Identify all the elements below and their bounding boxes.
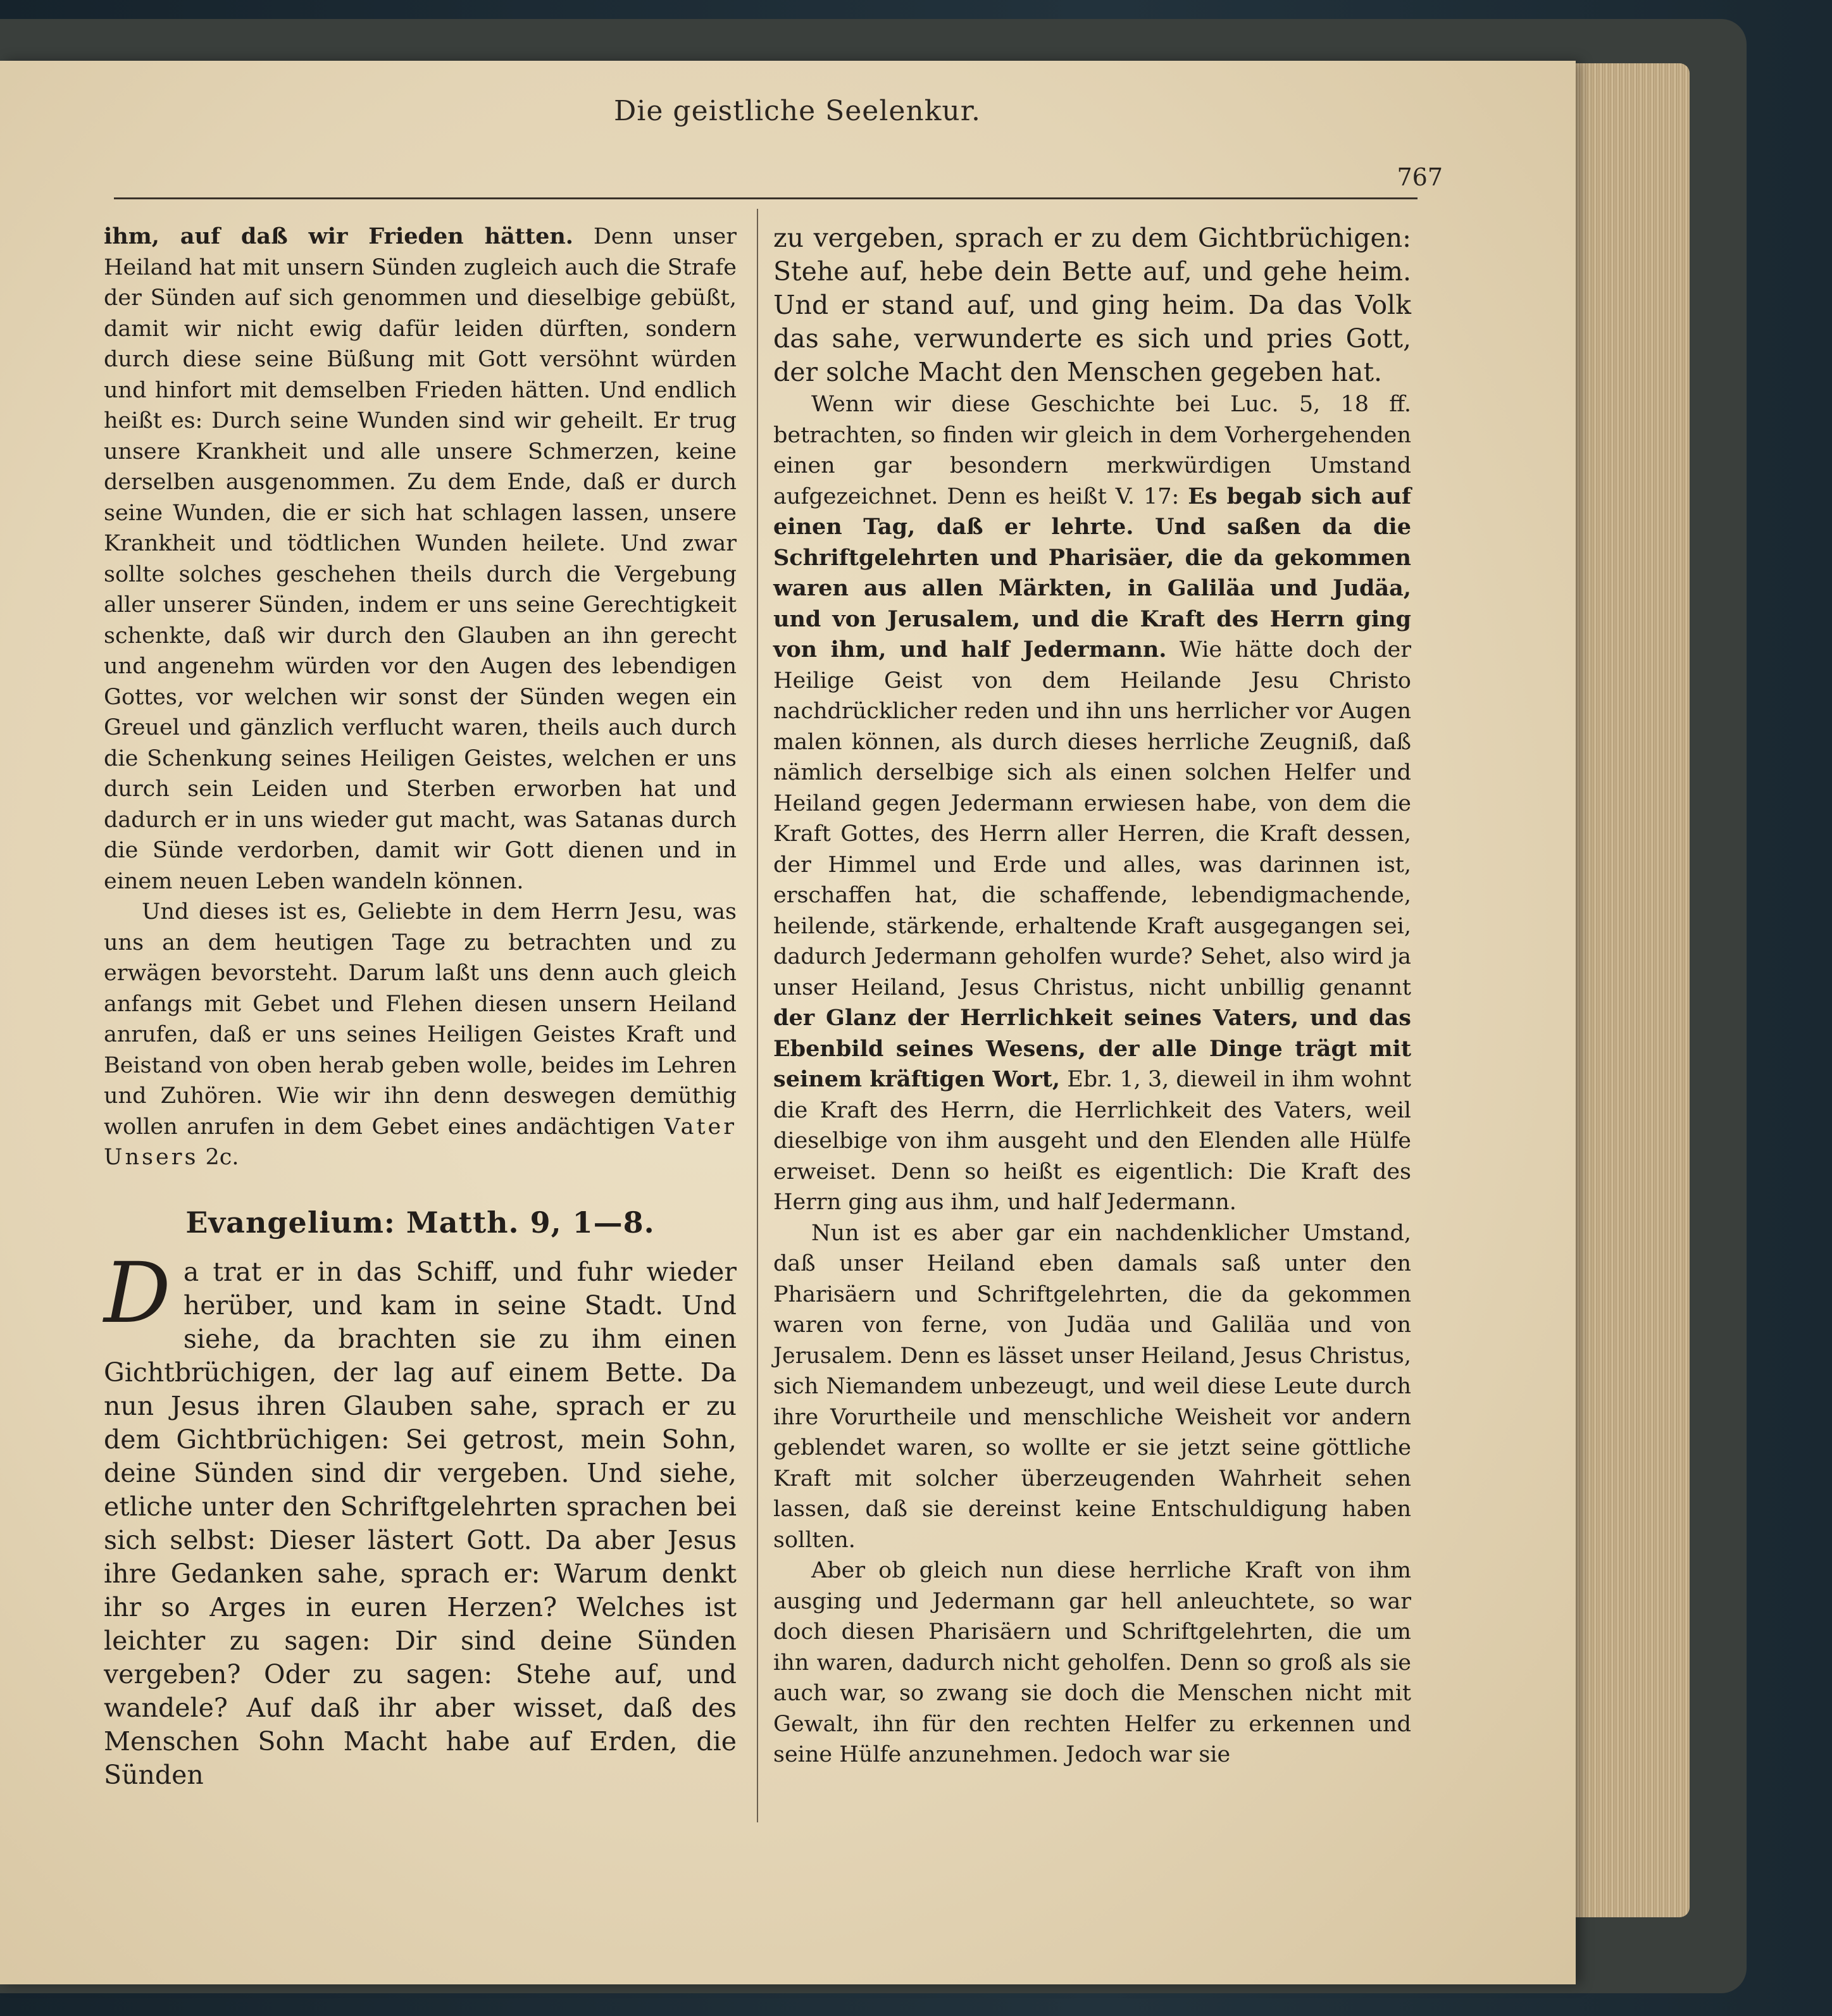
right-paragraph-1 [773,389,1411,1218]
right-paragraph-2: Nun ist es aber gar ein nachdenklicher Umstand, daß unser Heiland eben damals saß unter den Pharisäern und Schriftgelehrten, die da gekommen waren von ferne, von Judäa und Galiläa und von Jerusalem. Denn es lässet unser Heiland, Jesus Christus, sich Niemandem unbezeugt, und weil diese Leute durch ihre Vorurtheile und menschliche Weisheit vor andern geblendet waren, so wollte er sie jetzt seine göttliche Kraft mit solcher überzeugenden Wahrheit sehen lassen, daß sie dereinst keine Entschuldigung haben sollten. [773,1220,1411,1553]
right-p1-seg-2: Wie hätte doch der Heilige Geist von dem Heilande Jesu Christo nachdrücklicher reden und ihn uns herrlicher vor Augen malen können, als durch dieses herrliche Zeugniß, daß nämlich derselbige sich als einen solchen Helfer und Heiland gegen Jedermann erwiesen habe, von dem die Kraft Gottes, des Herrn aller Herren, die Kraft dessen, der Himmel und Erde und alles, was darinnen ist, erschaffen hat, die schaffende, lebendigmachende, heilende, stärkende, erhaltende Kraft ausgegangen sei, dadurch Jedermann geholfen wurde? Sehet, also wird ja unser Heiland, Jesus Christus, nicht unbillig genannt [773,637,1411,1000]
gospel-text [104,1244,737,1792]
left-paragraph-2 [104,897,737,1173]
right-p1-bold-2: der Glanz der Herrlichkeit seines Vaters, und das Ebenbild seines Wesens, der alle Dinge trägt mit seinem kräftigen Wort, [773,1005,1411,1092]
right-p1-seg-3: Ebr. 1, 3, dieweil in ihm wohnt die Kraft des Herrn, die Herrlichkeit des Vaters, weil dieselbige von ihm ausgeht und den Elenden alle Hülfe erweiset. Denn so heißt es eigentlich: Die Kraft des Herrn ging aus ihm, und half Jedermann. [773,1067,1411,1215]
gospel-heading: Evangelium: Matth. 9, 1—8. [185,1205,655,1240]
right-p1-seg-1: Wenn wir diese Geschichte bei Luc. 5, 18 ff. betrachten, so finden wir gleich in dem Vorhergehenden einen gar besondern merkwürdigen Umstand aufgezeichnet. Denn es heißt V. 17: [773,392,1411,509]
page-edges [1563,63,1690,1917]
left-column [104,221,737,1792]
column-divider [757,209,758,1822]
page-number: 767 [1397,163,1443,191]
left-paragraph-1 [104,221,737,897]
left-p2-end: 2c. [198,1145,239,1170]
gospel-body: a trat er in das Schiff, und fuhr wieder herüber, und kam in seine Stadt. Und siehe, da brachten sie zu ihm einen Gichtbrüchigen, der lag auf einem Bette. Da nun Jesus ihren Glauben sahe, sprach er zu dem Gichtbrüchigen: Sei getrost, mein Sohn, deine Sünden sind dir vergeben. Und siehe, etliche unter den Schriftgelehrten sprachen bei sich selbst: Dieser lästert Gott. Da aber Jesus ihre Gedanken sahe, sprach er: Warum denkt ihr so Arges in euren Herzen? Welches ist leichter zu sagen: Dir sind deine Sünden vergeben? Oder zu sagen: Stehe auf, und wandele? Auf daß ihr aber wisset, daß des Menschen Sohn Macht habe auf Erden, die Sünden [104,1256,737,1790]
running-title: Die geistliche Seelenkur. [614,95,981,127]
left-p2-spaced: Vater Unsers [104,1114,737,1170]
right-p1-bold-1: Es begab sich auf einen Tag, daß er lehrte. Und saßen da die Schriftgelehrten und Pharisäer, die da gekommen waren aus allen Märkten, in Galiläa und Judäa, und von Jerusalem, und die Kraft des Herrn ging von ihm, und half Jedermann. [773,483,1411,663]
gospel-continuation: zu vergeben, sprach er zu dem Gichtbrüchigen: Stehe auf, hebe dein Bette auf, und gehe heim. Und er stand auf, und ging heim. Da das Volk das sahe, verwunderte es sich und pries Gott, der solche Macht den Menschen gegeben hat. [773,223,1411,387]
left-p2-text: Und dieses ist es, Geliebte in dem Herrn Jesu, was uns an dem heutigen Tage zu betrachten und zu erwägen bevorsteht. Darum laßt uns denn auch gleich anfangs mit Gebet und Flehen diesen unsern Heiland anrufen, daß er uns seines Heiligen Geistes Kraft und Beistand von oben herab geben wolle, beides im Lehren und Zuhören. Wie wir ihn denn deswegen demüthig wollen anrufen in dem Gebet eines andächtigen [104,899,737,1140]
drop-cap: D [104,1244,171,1342]
left-p1-bold: ihm, auf daß wir Frieden hätten. [104,223,573,249]
left-p1-text: Denn unser Heiland hat mit unsern Sünden zugleich auch die Strafe der Sünden auf sich genommen und dieselbige gebüßt, damit wir nicht ewig dafür leiden dürften, sondern durch diese seine Büßung mit Gott versöhnt würden und hinfort mit demselben Frieden hätten. Und endlich heißt es: Durch seine Wunden sind wir geheilt. Er trug unsere Krankheit und alle unsere Schmerzen, keine derselben ausgenommen. Zu dem Ende, daß er durch seine Wunden, die er sich hat schlagen lassen, unsere Krankheit und tödtlichen Wunden heilete. Und zwar sollte solches geschehen theils durch die Vergebung aller unserer Sünden, indem er uns seine Gerechtigkeit schenkte, daß wir durch den Glauben an ihn gerecht und angenehm würden vor den Augen des lebendigen Gottes, vor welchen wir sonst der Sünden wegen ein Greuel und gänzlich verflucht waren, theils auch durch die Schenkung seines Heiligen Geistes, welchen er uns durch sein Leiden und Sterben erworben hat und dadurch er in uns wieder gut macht, was Satanas durch die Sünde verdorben, damit wir Gott dienen und in einem neuen Leben wandeln können. [104,224,737,894]
right-paragraph-3: Aber ob gleich nun diese herrliche Kraft von ihm ausging und Jedermann gar hell anleuchtete, so war doch diesen Pharisäern und Schriftgelehrten, die um ihn waren, dadurch nicht geholfen. Denn so groß als sie auch war, so zwang sie doch die Menschen nicht mit Gewalt, ihn für den rechten Helfer zu erkennen und seine Hülfe anzunehmen. Jedoch war sie [773,1558,1411,1767]
right-column [773,221,1411,1770]
header-rule [114,197,1418,199]
